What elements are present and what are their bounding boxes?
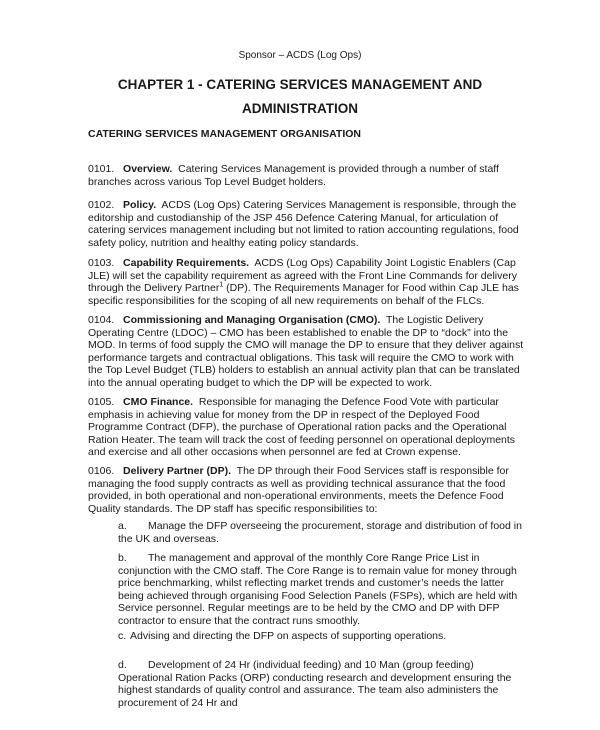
paragraph-title: CMO Finance. — [123, 396, 194, 408]
paragraph-title: Delivery Partner (DP). — [123, 465, 232, 477]
paragraph-number: 0104. — [88, 314, 115, 326]
sub-item-b — [118, 552, 528, 628]
sub-item-letter: c. — [118, 630, 127, 642]
paragraph-text: The DP through their Food Services staff is responsible for managing the food supply contracts as well as providing technical assurance that the food provided, in both operational and non-operational environments, meets the Defence Food Quality standards. The DP staff has specific responsibilities to: — [88, 465, 509, 515]
paragraph-text: ACDS (Log Ops) Capability Joint Logistic Enablers (Cap JLE) will set the capability requirement as agreed with the Front Line Commands for delivery through the Delivery Partner — [88, 257, 517, 295]
paragraph-title: Capability Requirements. — [123, 257, 250, 269]
paragraph-number: 0102. — [88, 199, 115, 211]
paragraph-text: ACDS (Log Ops) Catering Services Management is responsible, through the editorship and custodianship of the JSP 456 Defence Catering Manual, for articulation of catering services management including but not limited to ration accounting regulations, food safety policy, nutrition and healthy eating policy standards. — [88, 199, 519, 249]
footnote-marker: 1 — [219, 281, 224, 289]
paragraph-text: Catering Services Management is provided through a number of staff branches across various Top Level Budget holders. — [88, 163, 499, 188]
paragraph-text-continued: (DP). The Requirements Manager for Food within Cap JLE has specific responsibilities for the scoping of all new requirements on behalf of the FLCs. — [88, 282, 519, 307]
chapter-title-line-1: CHAPTER 1 - CATERING SERVICES MANAGEMENT AND — [117, 77, 483, 92]
sub-item-letter: d. — [118, 659, 127, 671]
paragraph-0104 — [88, 314, 528, 390]
sub-item-text: The management and approval of the monthly Core Range Price List in conjunction with the CMO staff. The Core Range is to remain value for money through price benchmarking, whilst reflecting market trends and customer’s needs the latter being achieved through organising Food Selection Panels (FSPs), which are held with Service personnel. Regular meetings are to be held by the CMO and DP with DFP contractor to ensure that the contract runs smoothly. — [118, 552, 518, 627]
paragraph-title: Commissioning and Managing Organisation (CMO). — [123, 314, 381, 326]
sponsor-line: Sponsor – ACDS (Log Ops) — [238, 50, 362, 61]
sub-item-letter: b. — [118, 552, 127, 564]
section-heading: CATERING SERVICES MANAGEMENT ORGANISATION — [88, 128, 362, 140]
sub-item-d — [118, 659, 528, 709]
paragraph-0103 — [88, 257, 528, 307]
paragraph-0105 — [88, 396, 528, 459]
paragraph-0106 — [88, 465, 528, 515]
chapter-title-line-2: ADMINISTRATION — [242, 101, 358, 116]
paragraph-text: Responsible for managing the Defence Food Vote with particular emphasis in achieving value for money from the DP in respect of the Deployed Food Programme Contract (DFP), the purchase of Operational ration packs and the Operational Ration Heater. The team will track the cost of feeding personnel on operational deployments and exercise and all other occasions when personnel are fed at Crown expense. — [88, 396, 516, 459]
paragraph-0102 — [88, 199, 528, 249]
sub-item-a — [118, 520, 528, 545]
paragraph-title: Overview. — [123, 163, 173, 175]
sub-item-text: Development of 24 Hr (individual feeding) and 10 Man (group feeding) Operational Ration Packs (ORP) conducting research and development ensuring the highest standards of quality control and assurance. The team also administers the procurement of 24 Hr and — [118, 659, 512, 709]
sub-item-letter: a. — [118, 520, 127, 532]
sub-item-c — [118, 630, 528, 643]
paragraph-number: 0106. — [88, 465, 115, 477]
paragraph-number: 0103. — [88, 257, 115, 269]
paragraph-text: The Logistic Delivery Operating Centre (LDOC) – CMO has been established to enable the DP to “dock” into the MOD. In terms of food supply the CMO will manage the DP to ensure that they deliver against performance targets and contractual obligations. This task will require the CMO to work with the Top Level Budget (TLB) holders to establish an annual activity plan that can be translated into the annual operating budget to which the DP will be expected to work. — [88, 314, 524, 389]
paragraph-title: Policy. — [123, 199, 157, 211]
paragraph-number: 0101. — [88, 163, 115, 175]
paragraph-number: 0105. — [88, 396, 115, 408]
sub-item-text: Advising and directing the DFP on aspects of supporting operations. — [130, 630, 447, 642]
paragraph-0101 — [88, 163, 528, 188]
sub-item-text: Manage the DFP overseeing the procurement, storage and distribution of food in the UK and overseas. — [118, 520, 522, 545]
chapter-title — [60, 73, 540, 121]
